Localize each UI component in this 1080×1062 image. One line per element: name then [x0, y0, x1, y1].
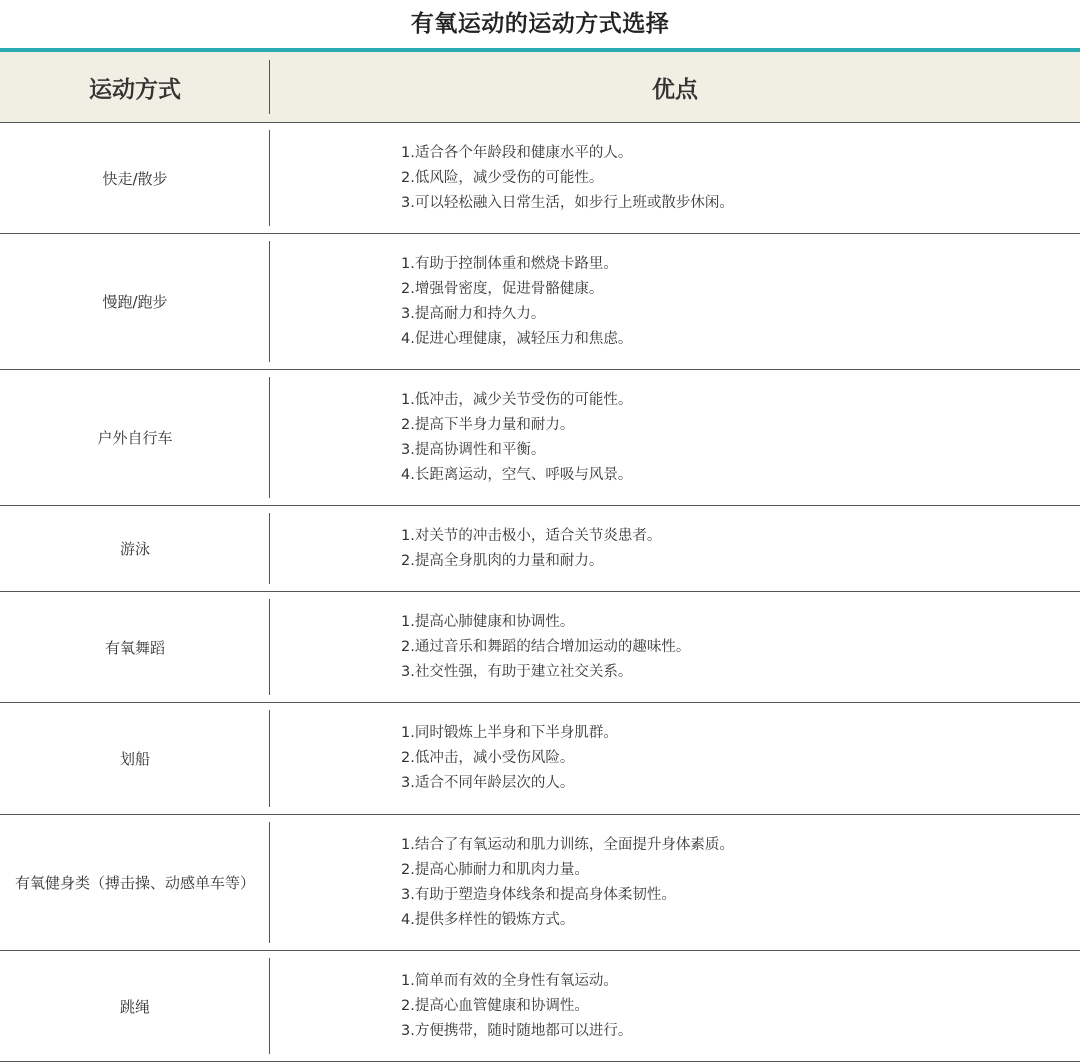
advantages-cell — [270, 951, 1080, 1061]
method-label: 有氧健身类（搏击操、动感单车等） — [14, 874, 255, 892]
advantage-item: 2.提高心血管健康和协调性。 — [401, 997, 589, 1014]
table-row — [0, 703, 1080, 815]
header-advantages-label: 优点 — [652, 76, 698, 103]
table-row — [0, 592, 1080, 703]
advantage-item: 2.提高心肺耐力和肌肉力量。 — [401, 861, 589, 878]
advantages-list — [401, 833, 801, 933]
table-row — [0, 815, 1080, 951]
page-title: 有氧运动的运动方式选择 — [410, 11, 670, 37]
method-cell — [0, 703, 270, 814]
advantage-item: 2.提高全身肌肉的力量和耐力。 — [401, 552, 604, 569]
advantage-item: 1.同时锻炼上半身和下半身肌群。 — [401, 725, 618, 741]
advantage-item: 2.提高下半身力量和耐力。 — [401, 416, 575, 433]
advantage-item: 3.方便携带，随时随地都可以进行。 — [401, 1022, 633, 1039]
advantage-item: 3.可以轻松融入日常生活，如步行上班或散步休闲。 — [401, 194, 734, 211]
method-cell — [0, 123, 270, 233]
advantage-item: 1.简单而有效的全身性有氧运动。 — [401, 972, 618, 989]
header-method-cell — [0, 52, 270, 122]
advantages-list — [401, 141, 801, 216]
table-row — [0, 234, 1080, 370]
table-row — [0, 370, 1080, 506]
advantages-list — [401, 721, 801, 796]
method-label: 游泳 — [119, 540, 150, 558]
advantage-item: 2.低冲击，减小受伤风险。 — [401, 750, 575, 766]
advantage-item: 3.适合不同年龄层次的人。 — [401, 775, 575, 791]
method-label: 划船 — [119, 750, 150, 768]
advantages-cell — [270, 370, 1080, 505]
table-row — [0, 506, 1080, 592]
advantage-item: 4.提供多样性的锻炼方式。 — [401, 911, 575, 928]
advantage-item: 3.提高协调性和平衡。 — [401, 441, 546, 458]
advantages-cell — [270, 815, 1080, 950]
advantages-cell — [270, 506, 1080, 591]
advantages-cell — [270, 123, 1080, 233]
advantages-list — [401, 610, 801, 685]
advantage-item: 2.低风险，减少受伤的可能性。 — [401, 169, 604, 186]
advantages-list — [401, 524, 801, 574]
advantage-item: 4.促进心理健康，减轻压力和焦虑。 — [401, 330, 633, 347]
advantages-list — [401, 388, 801, 488]
advantage-item: 3.有助于塑造身体线条和提高身体柔韧性。 — [401, 886, 676, 903]
table-row — [0, 951, 1080, 1062]
advantage-item: 3.社交性强，有助于建立社交关系。 — [401, 663, 633, 680]
advantage-item: 2.增强骨密度，促进骨骼健康。 — [401, 280, 604, 297]
advantages-list — [401, 252, 801, 352]
advantage-item: 4.长距离运动，空气、呼吸与风景。 — [401, 466, 633, 483]
table-body — [0, 123, 1080, 1062]
advantages-list — [401, 969, 801, 1044]
method-label: 有氧舞蹈 — [104, 638, 165, 657]
table-row — [0, 123, 1080, 234]
method-label: 跳绳 — [119, 997, 150, 1016]
advantage-item: 1.适合各个年龄段和健康水平的人。 — [401, 144, 633, 161]
advantage-item: 1.提高心肺健康和协调性。 — [401, 613, 575, 630]
advantage-item: 1.结合了有氧运动和肌力训练，全面提升身体素质。 — [401, 836, 734, 853]
method-cell — [0, 951, 270, 1061]
method-cell — [0, 506, 270, 591]
header-method-label: 运动方式 — [89, 76, 181, 103]
advantages-cell — [270, 234, 1080, 369]
advantages-cell — [270, 703, 1080, 814]
advantage-item: 2.通过音乐和舞蹈的结合增加运动的趣味性。 — [401, 638, 691, 655]
method-cell — [0, 234, 270, 369]
table-header — [0, 52, 1080, 123]
method-cell — [0, 592, 270, 702]
advantage-item: 1.低冲击，减少关节受伤的可能性。 — [401, 391, 633, 408]
method-label: 快走/散步 — [102, 169, 168, 188]
advantages-cell — [270, 592, 1080, 702]
method-cell — [0, 815, 270, 950]
method-cell — [0, 370, 270, 505]
advantage-item: 3.提高耐力和持久力。 — [401, 305, 546, 322]
method-label: 慢跑/跑步 — [102, 293, 168, 311]
advantage-item: 1.对关节的冲击极小，适合关节炎患者。 — [401, 527, 662, 544]
method-label: 户外自行车 — [97, 429, 173, 447]
header-advantages-cell — [270, 52, 1080, 122]
advantage-item: 1.有助于控制体重和燃烧卡路里。 — [401, 255, 618, 272]
